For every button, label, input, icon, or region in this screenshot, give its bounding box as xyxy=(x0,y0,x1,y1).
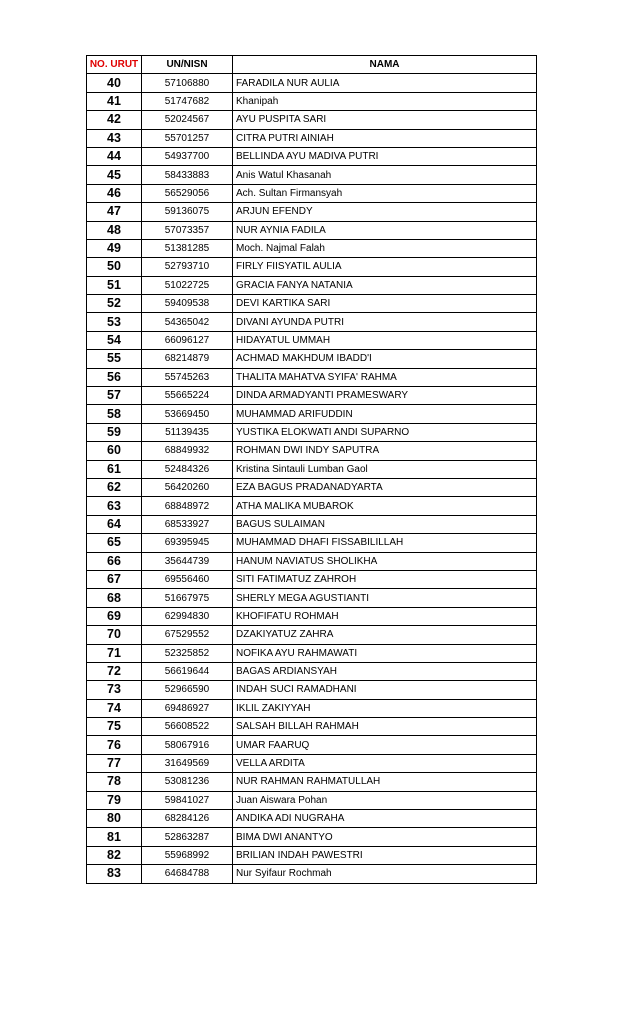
row-nisn: 51022725 xyxy=(142,276,233,294)
table-row xyxy=(87,276,537,294)
row-nisn: 62994830 xyxy=(142,607,233,625)
row-nisn: 51667975 xyxy=(142,589,233,607)
row-name: BAGAS ARDIANSYAH xyxy=(233,662,537,680)
row-nisn: 56529056 xyxy=(142,184,233,202)
row-name: HIDAYATUL UMMAH xyxy=(233,331,537,349)
row-name: BELLINDA AYU MADIVA PUTRI xyxy=(233,147,537,165)
row-number: 43 xyxy=(87,129,142,147)
row-number: 46 xyxy=(87,184,142,202)
row-name: DZAKIYATUZ ZAHRA xyxy=(233,626,537,644)
row-number: 61 xyxy=(87,460,142,478)
row-name: YUSTIKA ELOKWATI ANDI SUPARNO xyxy=(233,423,537,441)
table-row xyxy=(87,239,537,257)
row-nisn: 59136075 xyxy=(142,203,233,221)
row-name: Nur Syifaur Rochmah xyxy=(233,865,537,883)
row-nisn: 55745263 xyxy=(142,368,233,386)
row-nisn: 55665224 xyxy=(142,387,233,405)
table-row xyxy=(87,497,537,515)
row-name: Khanipah xyxy=(233,92,537,110)
table-row xyxy=(87,570,537,588)
row-name: ARJUN EFENDY xyxy=(233,203,537,221)
table-row xyxy=(87,626,537,644)
row-name: SALSAH BILLAH RAHMAH xyxy=(233,718,537,736)
row-number: 76 xyxy=(87,736,142,754)
row-nisn: 57073357 xyxy=(142,221,233,239)
row-name: Moch. Najmal Falah xyxy=(233,239,537,257)
row-name: ANDIKA ADI NUGRAHA xyxy=(233,810,537,828)
table-row xyxy=(87,221,537,239)
table-row xyxy=(87,607,537,625)
row-number: 73 xyxy=(87,681,142,699)
row-name: IKLIL ZAKIYYAH xyxy=(233,699,537,717)
table-row xyxy=(87,295,537,313)
row-name: Anis Watul Khasanah xyxy=(233,166,537,184)
row-nisn: 69556460 xyxy=(142,570,233,588)
table-row xyxy=(87,405,537,423)
table-row xyxy=(87,773,537,791)
row-nisn: 56420260 xyxy=(142,478,233,496)
table-row xyxy=(87,92,537,110)
row-number: 71 xyxy=(87,644,142,662)
table-row xyxy=(87,350,537,368)
row-nisn: 68284126 xyxy=(142,810,233,828)
row-number: 58 xyxy=(87,405,142,423)
row-nisn: 52325852 xyxy=(142,644,233,662)
row-number: 62 xyxy=(87,478,142,496)
table-row xyxy=(87,552,537,570)
row-name: MUHAMMAD ARIFUDDIN xyxy=(233,405,537,423)
table-row xyxy=(87,147,537,165)
row-number: 56 xyxy=(87,368,142,386)
row-nisn: 68849932 xyxy=(142,442,233,460)
row-number: 68 xyxy=(87,589,142,607)
row-number: 54 xyxy=(87,331,142,349)
row-number: 59 xyxy=(87,423,142,441)
row-name: Ach. Sultan Firmansyah xyxy=(233,184,537,202)
row-nisn: 55968992 xyxy=(142,846,233,864)
table-row xyxy=(87,736,537,754)
table-row xyxy=(87,718,537,736)
row-name: ACHMAD MAKHDUM IBADD'I xyxy=(233,350,537,368)
table-row xyxy=(87,331,537,349)
table-row xyxy=(87,589,537,607)
table-row xyxy=(87,111,537,129)
table-row xyxy=(87,258,537,276)
row-number: 42 xyxy=(87,111,142,129)
header-un-nisn: UN/NISN xyxy=(142,56,233,74)
row-nisn: 53081236 xyxy=(142,773,233,791)
table-row xyxy=(87,460,537,478)
row-nisn: 51747682 xyxy=(142,92,233,110)
row-name: HANUM NAVIATUS SHOLIKHA xyxy=(233,552,537,570)
row-name: DEVI KARTIKA SARI xyxy=(233,295,537,313)
table-row xyxy=(87,129,537,147)
row-number: 60 xyxy=(87,442,142,460)
header-nama: NAMA xyxy=(233,56,537,74)
row-name: ATHA MALIKA MUBAROK xyxy=(233,497,537,515)
row-number: 63 xyxy=(87,497,142,515)
row-number: 40 xyxy=(87,74,142,92)
row-name: ROHMAN DWI INDY SAPUTRA xyxy=(233,442,537,460)
row-name: Juan Aiswara Pohan xyxy=(233,791,537,809)
table-row xyxy=(87,203,537,221)
row-nisn: 52484326 xyxy=(142,460,233,478)
row-nisn: 69486927 xyxy=(142,699,233,717)
table-row xyxy=(87,74,537,92)
row-number: 79 xyxy=(87,791,142,809)
row-number: 77 xyxy=(87,754,142,772)
row-nisn: 35644739 xyxy=(142,552,233,570)
header-no-urut: NO. URUT xyxy=(87,56,142,74)
row-number: 47 xyxy=(87,203,142,221)
row-number: 67 xyxy=(87,570,142,588)
row-name: VELLA ARDITA xyxy=(233,754,537,772)
row-number: 57 xyxy=(87,387,142,405)
row-nisn: 59409538 xyxy=(142,295,233,313)
row-nisn: 68533927 xyxy=(142,515,233,533)
row-nisn: 51381285 xyxy=(142,239,233,257)
row-number: 48 xyxy=(87,221,142,239)
row-name: MUHAMMAD DHAFI FISSABILILLAH xyxy=(233,534,537,552)
row-name: INDAH SUCI RAMADHANI xyxy=(233,681,537,699)
table-row xyxy=(87,166,537,184)
row-name: DIVANI AYUNDA PUTRI xyxy=(233,313,537,331)
table-row xyxy=(87,828,537,846)
row-number: 78 xyxy=(87,773,142,791)
table-row xyxy=(87,515,537,533)
row-nisn: 52793710 xyxy=(142,258,233,276)
row-nisn: 54937700 xyxy=(142,147,233,165)
table-row xyxy=(87,442,537,460)
row-name: NOFIKA AYU RAHMAWATI xyxy=(233,644,537,662)
row-name: Kristina Sintauli Lumban Gaol xyxy=(233,460,537,478)
row-name: DINDA ARMADYANTI PRAMESWARY xyxy=(233,387,537,405)
row-nisn: 52863287 xyxy=(142,828,233,846)
table-row xyxy=(87,846,537,864)
row-nisn: 55701257 xyxy=(142,129,233,147)
row-number: 70 xyxy=(87,626,142,644)
row-name: FARADILA NUR AULIA xyxy=(233,74,537,92)
row-nisn: 56608522 xyxy=(142,718,233,736)
table-row xyxy=(87,681,537,699)
row-name: NUR RAHMAN RAHMATULLAH xyxy=(233,773,537,791)
table-row xyxy=(87,754,537,772)
row-name: UMAR FAARUQ xyxy=(233,736,537,754)
row-nisn: 68848972 xyxy=(142,497,233,515)
table-row xyxy=(87,699,537,717)
row-name: GRACIA FANYA NATANIA xyxy=(233,276,537,294)
row-name: SITI FATIMATUZ ZAHROH xyxy=(233,570,537,588)
table-row xyxy=(87,387,537,405)
row-nisn: 56619644 xyxy=(142,662,233,680)
row-number: 45 xyxy=(87,166,142,184)
row-number: 66 xyxy=(87,552,142,570)
row-name: SHERLY MEGA AGUSTIANTI xyxy=(233,589,537,607)
row-number: 49 xyxy=(87,239,142,257)
row-number: 52 xyxy=(87,295,142,313)
row-number: 82 xyxy=(87,846,142,864)
row-number: 44 xyxy=(87,147,142,165)
table-row xyxy=(87,534,537,552)
row-name: BRILIAN INDAH PAWESTRI xyxy=(233,846,537,864)
row-number: 64 xyxy=(87,515,142,533)
row-number: 69 xyxy=(87,607,142,625)
table-row xyxy=(87,478,537,496)
row-number: 41 xyxy=(87,92,142,110)
row-number: 55 xyxy=(87,350,142,368)
row-nisn: 52966590 xyxy=(142,681,233,699)
row-name: BAGUS SULAIMAN xyxy=(233,515,537,533)
table-row xyxy=(87,313,537,331)
student-list-sheet xyxy=(86,55,536,884)
row-nisn: 69395945 xyxy=(142,534,233,552)
row-nisn: 67529552 xyxy=(142,626,233,644)
row-name: EZA BAGUS PRADANADYARTA xyxy=(233,478,537,496)
table-row xyxy=(87,791,537,809)
row-number: 53 xyxy=(87,313,142,331)
row-name: KHOFIFATU ROHMAH xyxy=(233,607,537,625)
row-nisn: 64684788 xyxy=(142,865,233,883)
table-row xyxy=(87,662,537,680)
row-nisn: 58433883 xyxy=(142,166,233,184)
row-nisn: 52024567 xyxy=(142,111,233,129)
table-header-row xyxy=(87,56,537,74)
row-name: FIRLY FIISYATIL AULIA xyxy=(233,258,537,276)
row-nisn: 57106880 xyxy=(142,74,233,92)
row-name: BIMA DWI ANANTYO xyxy=(233,828,537,846)
row-number: 80 xyxy=(87,810,142,828)
row-number: 72 xyxy=(87,662,142,680)
row-nisn: 51139435 xyxy=(142,423,233,441)
row-name: THALITA MAHATVA SYIFA' RAHMA xyxy=(233,368,537,386)
row-number: 75 xyxy=(87,718,142,736)
row-nisn: 58067916 xyxy=(142,736,233,754)
row-number: 74 xyxy=(87,699,142,717)
row-name: AYU PUSPITA SARI xyxy=(233,111,537,129)
row-nisn: 31649569 xyxy=(142,754,233,772)
row-number: 81 xyxy=(87,828,142,846)
table-row xyxy=(87,865,537,883)
table-row xyxy=(87,423,537,441)
row-number: 83 xyxy=(87,865,142,883)
row-nisn: 66096127 xyxy=(142,331,233,349)
row-name: NUR AYNIA FADILA xyxy=(233,221,537,239)
row-number: 50 xyxy=(87,258,142,276)
table-row xyxy=(87,184,537,202)
row-number: 65 xyxy=(87,534,142,552)
row-nisn: 54365042 xyxy=(142,313,233,331)
table-body xyxy=(87,74,537,883)
table-row xyxy=(87,810,537,828)
row-nisn: 59841027 xyxy=(142,791,233,809)
row-number: 51 xyxy=(87,276,142,294)
row-nisn: 68214879 xyxy=(142,350,233,368)
student-table xyxy=(86,55,537,884)
table-row xyxy=(87,368,537,386)
row-nisn: 53669450 xyxy=(142,405,233,423)
table-row xyxy=(87,644,537,662)
row-name: CITRA PUTRI AINIAH xyxy=(233,129,537,147)
